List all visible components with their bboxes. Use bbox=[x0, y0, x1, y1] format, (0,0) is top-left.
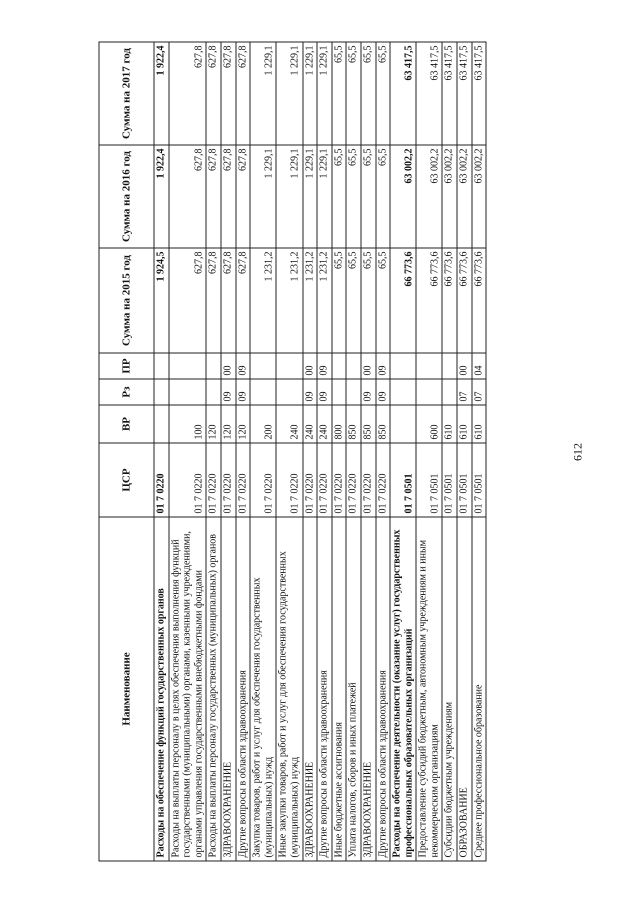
cell-sum-2015: 1 231,2 bbox=[303, 248, 318, 353]
cell-sum-2015: 66 773,6 bbox=[472, 248, 487, 353]
table-row bbox=[276, 42, 302, 861]
header-rz: Рз bbox=[99, 379, 154, 405]
table-row bbox=[346, 42, 361, 861]
cell-rz: 07 bbox=[472, 379, 487, 405]
cell-name: Уплата налогов, сборов и иных платежей bbox=[346, 517, 361, 861]
cell-sum-2015: 65,5 bbox=[346, 248, 361, 353]
cell-name: Расходы на выплаты персоналу в целях обеспечения выполнения функций государственными (муниципальными) органами, казенными учреждениями, органами управления государственными внебюджетными фондами bbox=[169, 517, 207, 861]
cell-rz bbox=[442, 379, 457, 405]
cell-sum-2017: 65,5 bbox=[361, 42, 376, 145]
table-row bbox=[206, 42, 221, 861]
cell-sum-2016: 65,5 bbox=[376, 145, 391, 248]
cell-csr: 01 7 0220 bbox=[361, 443, 376, 517]
cell-pr bbox=[250, 353, 276, 379]
table-row bbox=[472, 42, 487, 861]
cell-rz: 09 bbox=[303, 379, 318, 405]
cell-rz bbox=[346, 379, 361, 405]
cell-name: Иные бюджетные ассигнования bbox=[332, 517, 347, 861]
cell-pr bbox=[442, 353, 457, 379]
table-row bbox=[303, 42, 318, 861]
cell-sum-2017: 63 417,5 bbox=[442, 42, 457, 145]
cell-vr: 200 bbox=[250, 405, 276, 443]
cell-sum-2017: 1 229,1 bbox=[250, 42, 276, 145]
header-vr: ВР bbox=[99, 405, 154, 443]
cell-pr: 04 bbox=[472, 353, 487, 379]
cell-vr: 120 bbox=[221, 405, 236, 443]
cell-rz: 09 bbox=[236, 379, 251, 405]
cell-pr: 09 bbox=[236, 353, 251, 379]
cell-sum-2017: 1 229,1 bbox=[303, 42, 318, 145]
cell-sum-2017: 63 417,5 bbox=[472, 42, 487, 145]
cell-sum-2016: 63 002,2 bbox=[442, 145, 457, 248]
cell-name: Расходы на обеспечение деятельности (оказание услуг) государственных профессиональных образовательных организаций bbox=[390, 517, 416, 861]
cell-csr: 01 7 0220 bbox=[221, 443, 236, 517]
table-row bbox=[317, 42, 332, 861]
cell-sum-2015: 66 773,6 bbox=[442, 248, 457, 353]
cell-vr bbox=[154, 405, 169, 443]
cell-sum-2017: 627,8 bbox=[169, 42, 207, 145]
cell-sum-2015: 1 924,5 bbox=[154, 248, 169, 353]
cell-sum-2016: 65,5 bbox=[332, 145, 347, 248]
header-csr: ЦСР bbox=[99, 443, 154, 517]
cell-csr: 01 7 0501 bbox=[457, 443, 472, 517]
cell-csr: 01 7 0220 bbox=[276, 443, 302, 517]
cell-csr: 01 7 0220 bbox=[332, 443, 347, 517]
cell-sum-2017: 63 417,5 bbox=[390, 42, 416, 145]
cell-csr: 01 7 0220 bbox=[236, 443, 251, 517]
cell-pr: 09 bbox=[317, 353, 332, 379]
cell-csr: 01 7 0220 bbox=[317, 443, 332, 517]
cell-pr: 00 bbox=[361, 353, 376, 379]
cell-sum-2017: 627,8 bbox=[206, 42, 221, 145]
cell-name: ЗДРАВООХРАНЕНИЕ bbox=[361, 517, 376, 861]
cell-name: Субсидии бюджетным учреждениям bbox=[442, 517, 457, 861]
cell-rz bbox=[276, 379, 302, 405]
cell-name: ЗДРАВООХРАНЕНИЕ bbox=[303, 517, 318, 861]
header-sum-2016: Сумма на 2016 год bbox=[99, 145, 154, 248]
page-number: 612 bbox=[570, 443, 585, 461]
cell-sum-2017: 1 229,1 bbox=[317, 42, 332, 145]
cell-sum-2017: 627,8 bbox=[236, 42, 251, 145]
cell-rz bbox=[154, 379, 169, 405]
cell-sum-2016: 1 922,4 bbox=[154, 145, 169, 248]
cell-name: Расходы на выплаты персоналу государственных (муниципальных) органов bbox=[206, 517, 221, 861]
header-sum-2017: Сумма на 2017 год bbox=[99, 42, 154, 145]
cell-sum-2015: 65,5 bbox=[376, 248, 391, 353]
cell-pr bbox=[390, 353, 416, 379]
cell-pr: 00 bbox=[221, 353, 236, 379]
cell-sum-2016: 627,8 bbox=[169, 145, 207, 248]
table-row bbox=[442, 42, 457, 861]
cell-sum-2017: 65,5 bbox=[346, 42, 361, 145]
cell-name: Закупка товаров, работ и услуг для обеспечения государственных (муниципальных) нужд bbox=[250, 517, 276, 861]
table-row bbox=[376, 42, 391, 861]
cell-name: ОБРАЗОВАНИЕ bbox=[457, 517, 472, 861]
table-row bbox=[236, 42, 251, 861]
table-body bbox=[154, 42, 486, 861]
header-sum-2015: Сумма на 2015 год bbox=[99, 248, 154, 353]
cell-rz bbox=[250, 379, 276, 405]
header-pr: ПР bbox=[99, 353, 154, 379]
cell-sum-2015: 1 231,2 bbox=[317, 248, 332, 353]
cell-sum-2015: 627,8 bbox=[206, 248, 221, 353]
cell-sum-2016: 627,8 bbox=[221, 145, 236, 248]
cell-pr bbox=[154, 353, 169, 379]
cell-name: Предоставление субсидий бюджетным, автономным учреждениям и иным некоммерческим организациям bbox=[416, 517, 442, 861]
cell-sum-2016: 1 229,1 bbox=[250, 145, 276, 248]
cell-sum-2016: 1 229,1 bbox=[303, 145, 318, 248]
cell-vr: 240 bbox=[276, 405, 302, 443]
cell-rz bbox=[390, 379, 416, 405]
cell-sum-2017: 63 417,5 bbox=[457, 42, 472, 145]
rotated-page bbox=[99, 43, 542, 862]
cell-vr: 240 bbox=[317, 405, 332, 443]
cell-name: Другие вопросы в области здравоохранения bbox=[376, 517, 391, 861]
cell-name: Другие вопросы в области здравоохранения bbox=[236, 517, 251, 861]
cell-pr: 00 bbox=[303, 353, 318, 379]
cell-sum-2015: 1 231,2 bbox=[276, 248, 302, 353]
cell-csr: 01 7 0501 bbox=[390, 443, 416, 517]
cell-vr: 850 bbox=[376, 405, 391, 443]
cell-sum-2016: 63 002,2 bbox=[416, 145, 442, 248]
cell-pr bbox=[346, 353, 361, 379]
cell-csr: 01 7 0220 bbox=[376, 443, 391, 517]
cell-vr: 100 bbox=[169, 405, 207, 443]
cell-sum-2015: 65,5 bbox=[332, 248, 347, 353]
cell-csr: 01 7 0220 bbox=[206, 443, 221, 517]
header-row bbox=[99, 42, 154, 861]
cell-vr: 800 bbox=[332, 405, 347, 443]
cell-rz bbox=[169, 379, 207, 405]
cell-rz: 09 bbox=[361, 379, 376, 405]
cell-sum-2017: 1 922,4 bbox=[154, 42, 169, 145]
cell-pr bbox=[169, 353, 207, 379]
cell-name: Другие вопросы в области здравоохранения bbox=[317, 517, 332, 861]
table-row bbox=[154, 42, 169, 861]
table-row bbox=[332, 42, 347, 861]
cell-pr: 00 bbox=[457, 353, 472, 379]
cell-sum-2017: 65,5 bbox=[332, 42, 347, 145]
cell-csr: 01 7 0220 bbox=[250, 443, 276, 517]
cell-sum-2016: 1 229,1 bbox=[276, 145, 302, 248]
table-row bbox=[457, 42, 472, 861]
cell-sum-2016: 65,5 bbox=[346, 145, 361, 248]
cell-rz: 07 bbox=[457, 379, 472, 405]
table-row bbox=[390, 42, 416, 861]
cell-vr: 850 bbox=[346, 405, 361, 443]
cell-rz: 09 bbox=[317, 379, 332, 405]
cell-sum-2015: 1 231,2 bbox=[250, 248, 276, 353]
cell-sum-2016: 627,8 bbox=[236, 145, 251, 248]
cell-sum-2016: 63 002,2 bbox=[390, 145, 416, 248]
cell-sum-2017: 627,8 bbox=[221, 42, 236, 145]
cell-sum-2015: 66 773,6 bbox=[457, 248, 472, 353]
cell-rz bbox=[416, 379, 442, 405]
cell-sum-2015: 627,8 bbox=[221, 248, 236, 353]
cell-sum-2015: 66 773,6 bbox=[390, 248, 416, 353]
cell-sum-2016: 63 002,2 bbox=[472, 145, 487, 248]
cell-sum-2015: 627,8 bbox=[169, 248, 207, 353]
cell-csr: 01 7 0501 bbox=[472, 443, 487, 517]
cell-rz: 09 bbox=[376, 379, 391, 405]
table-row bbox=[250, 42, 276, 861]
cell-name: Иные закупки товаров, работ и услуг для обеспечения государственных (муниципальных) нужд bbox=[276, 517, 302, 861]
header-name: Наименование bbox=[99, 517, 154, 861]
budget-table bbox=[99, 42, 487, 862]
cell-sum-2015: 66 773,6 bbox=[416, 248, 442, 353]
cell-pr bbox=[332, 353, 347, 379]
cell-vr: 850 bbox=[361, 405, 376, 443]
cell-sum-2017: 63 417,5 bbox=[416, 42, 442, 145]
cell-sum-2016: 65,5 bbox=[361, 145, 376, 248]
table-row bbox=[361, 42, 376, 861]
cell-csr: 01 7 0220 bbox=[169, 443, 207, 517]
cell-vr: 240 bbox=[303, 405, 318, 443]
table-row bbox=[221, 42, 236, 861]
cell-rz bbox=[332, 379, 347, 405]
cell-sum-2016: 63 002,2 bbox=[457, 145, 472, 248]
cell-name: ЗДРАВООХРАНЕНИЕ bbox=[221, 517, 236, 861]
cell-sum-2017: 65,5 bbox=[376, 42, 391, 145]
cell-name: Среднее профессиональное образование bbox=[472, 517, 487, 861]
cell-sum-2016: 627,8 bbox=[206, 145, 221, 248]
cell-sum-2015: 65,5 bbox=[361, 248, 376, 353]
cell-vr: 610 bbox=[442, 405, 457, 443]
cell-vr: 600 bbox=[416, 405, 442, 443]
cell-vr: 120 bbox=[236, 405, 251, 443]
cell-csr: 01 7 0501 bbox=[416, 443, 442, 517]
cell-vr: 610 bbox=[457, 405, 472, 443]
cell-sum-2017: 1 229,1 bbox=[276, 42, 302, 145]
cell-pr bbox=[416, 353, 442, 379]
cell-pr bbox=[276, 353, 302, 379]
cell-pr bbox=[206, 353, 221, 379]
table-row bbox=[416, 42, 442, 861]
cell-pr: 09 bbox=[376, 353, 391, 379]
cell-csr: 01 7 0220 bbox=[303, 443, 318, 517]
cell-sum-2016: 1 229,1 bbox=[317, 145, 332, 248]
cell-rz: 09 bbox=[221, 379, 236, 405]
cell-rz bbox=[206, 379, 221, 405]
cell-csr: 01 7 0220 bbox=[154, 443, 169, 517]
cell-csr: 01 7 0501 bbox=[442, 443, 457, 517]
cell-vr: 610 bbox=[472, 405, 487, 443]
cell-vr bbox=[390, 405, 416, 443]
cell-sum-2015: 627,8 bbox=[236, 248, 251, 353]
cell-name: Расходы на обеспечение функций государственных органов bbox=[154, 517, 169, 861]
cell-vr: 120 bbox=[206, 405, 221, 443]
table-row bbox=[169, 42, 207, 861]
cell-csr: 01 7 0220 bbox=[346, 443, 361, 517]
